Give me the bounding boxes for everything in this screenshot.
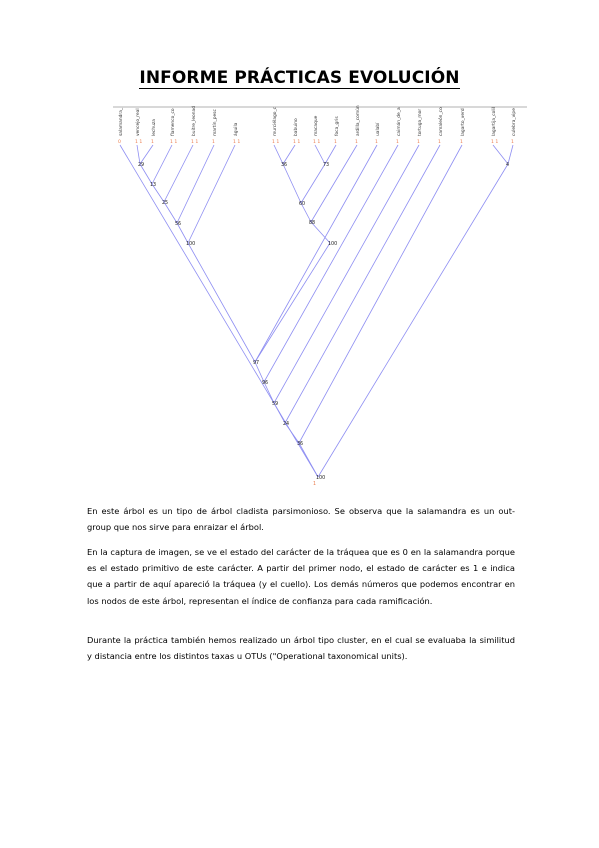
support-value: 59 [272,402,279,407]
support-value: 56 [175,222,182,227]
paragraph-cluster: Durante la práctica también hemos realizado un árbol tipo cluster, en el cual se evaluaba la similitud y distancia entre los distintos taxas u OTUs ("Operational taxonomical units). [87,635,515,662]
branch [311,145,357,222]
taxon-label: camaleón_co [439,107,444,136]
support-value: 100 [328,242,338,247]
support-values [138,162,509,481]
tip-state: 1 1 [313,140,321,145]
tip-state: 1 1 [135,140,143,145]
root-state: 1 [313,482,317,487]
tip-state: 1 1 [191,140,199,145]
tip-state: 1 [355,140,358,145]
tip-state: 1 [375,140,378,145]
support-value: 4 [506,163,510,168]
branch [188,243,255,362]
taxon-label: lagartija_colil [492,106,497,136]
taxon-label: babuino [294,118,299,136]
taxon-labels [118,105,517,136]
branch [140,145,153,164]
character-states [118,139,514,487]
taxon-label: caimán_de_a [397,107,402,136]
support-value: 60 [299,202,306,207]
tip-state: 1 [396,140,399,145]
branch [318,164,508,477]
branch [188,145,235,243]
branch [137,145,140,164]
tip-state: 1 [212,140,215,145]
branch [283,145,295,164]
support-value: 25 [162,201,169,206]
tip-state: 0 [118,140,121,145]
taxon-label: flamenco_co [171,108,176,136]
branch [255,243,330,362]
tip-state: 1 1 [491,140,499,145]
branch [283,164,301,203]
taxon-label: murciélago_c [273,106,278,136]
branch [299,145,462,443]
tree-branches [120,145,513,477]
tip-state: 1 [438,140,441,145]
tip-state: 1 [334,140,337,145]
support-value: 100 [186,242,196,247]
branch [164,145,193,202]
taxon-label: ualabí [376,122,381,136]
taxon-label: foca_gris [335,116,340,136]
taxon-label: lechuza [152,119,157,136]
taxon-label: salamandra_ [119,107,124,136]
taxon-label: macaque [314,115,319,136]
tip-state: 1 1 [233,140,241,145]
tip-state: 1 1 [293,140,301,145]
paragraph-outgroup: En este árbol es un tipo de árbol cladista parsimonioso. Se observa que la salamandra es un out-group que nos sirve para enraizar el árbol. [87,506,515,533]
taxon-label: buitre_leonad [192,106,197,136]
tip-state: 1 1 [170,140,178,145]
branch [299,443,318,477]
support-value: 36 [281,163,288,168]
branch [493,145,508,164]
tip-state: 1 [417,140,420,145]
page-title: INFORME PRÁCTICAS EVOLUCIÓN [139,68,460,88]
support-value: 96 [262,381,269,386]
paragraph-character-state: En la captura de imagen, se ve el estado del carácter de la tráquea que es 0 en la salamandra porque es el estado primitivo de este carácter. A partir del primer nodo, el estado de carácter es 1 e indica que a partir de aquí apareció la tráquea (y el cuello). Los demás números que podemos encontrar en los nodos de este árbol, representan el índice de confianza para cada ramificación. [87,547,515,606]
branch [274,145,283,164]
branch [152,145,172,184]
support-value: 100 [316,476,326,481]
branch [285,145,440,423]
branch [301,164,325,203]
branch [508,145,513,164]
taxon-label: ardilla_común [356,105,361,136]
taxon-label: vencejo_real [136,108,141,136]
taxon-label: martín_pesc [213,109,218,136]
branch [315,145,325,164]
tip-state: 1 1 [272,140,280,145]
taxon-label: águila [234,122,239,136]
taxon-label: tortuga_mor [418,108,423,136]
support-value: 13 [150,183,157,188]
branch [255,145,377,362]
taxon-label: lagarto_verd [461,108,466,136]
support-value: 24 [283,422,290,427]
taxon-label: culebra_vipe [512,108,517,136]
support-value: 97 [253,361,260,366]
tip-state: 1 [460,140,463,145]
support-value: 73 [323,163,330,168]
branch [264,145,398,382]
branch [274,145,419,403]
support-value: 88 [309,221,316,226]
branch [177,145,214,223]
branch [325,145,336,164]
support-value: 36 [297,442,304,447]
support-value: 29 [138,163,145,168]
tip-state: 1 [151,140,154,145]
tip-state: 1 [511,140,514,145]
